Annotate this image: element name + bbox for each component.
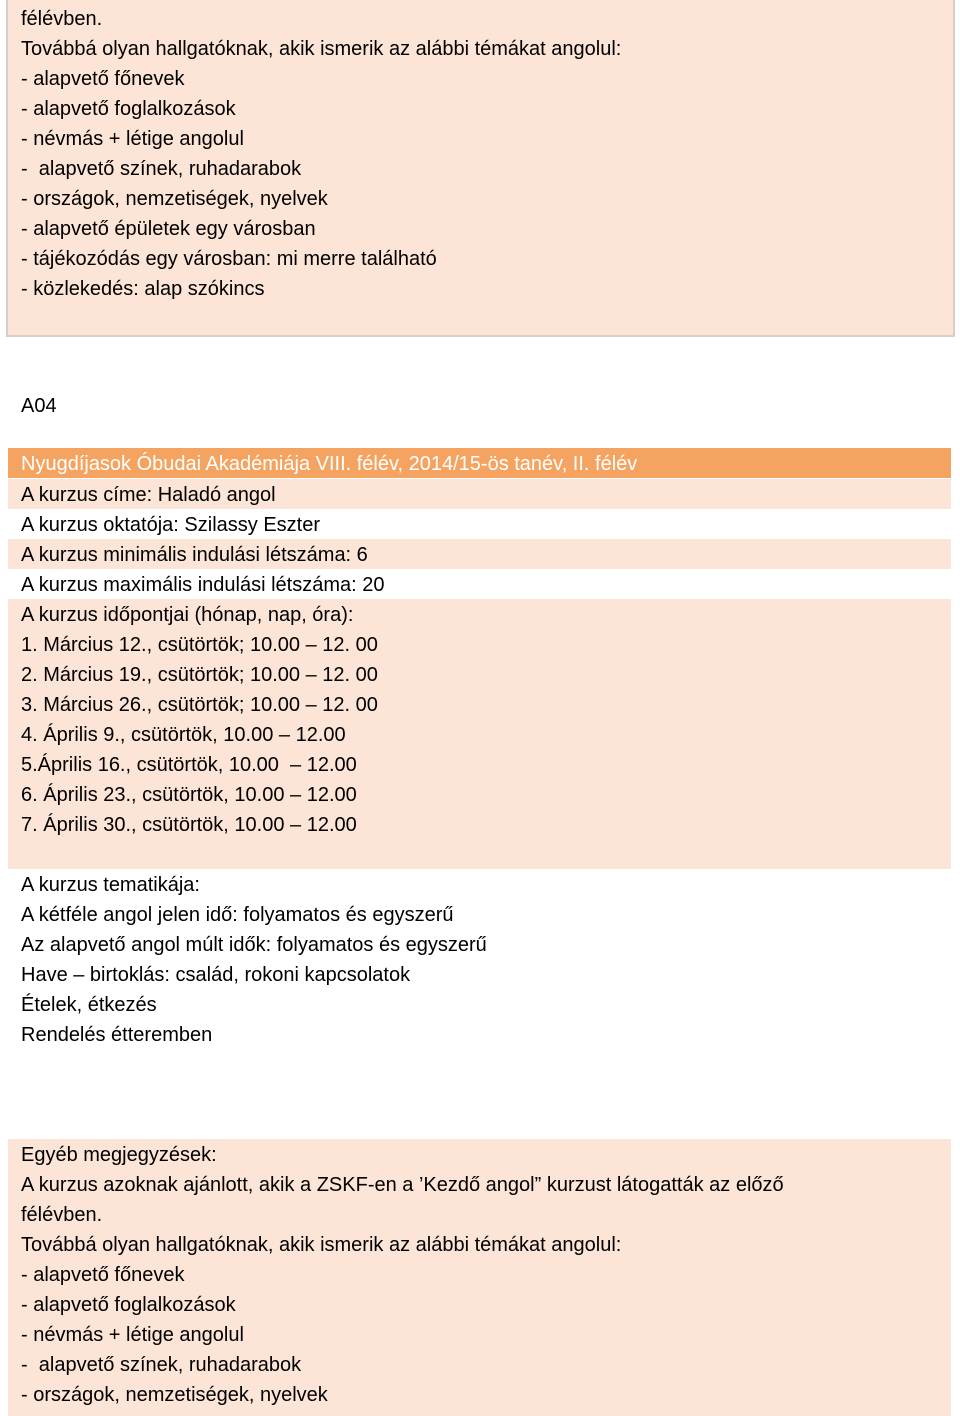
note-line: - közlekedés: alap szókincs bbox=[21, 278, 265, 300]
date-item: 4. Április 9., csütörtök, 10.00 – 12.00 bbox=[21, 724, 346, 746]
topic-item: Rendelés étteremben bbox=[21, 1024, 213, 1046]
course-max: A kurzus maximális indulási létszáma: 20 bbox=[21, 574, 385, 596]
notes-title: Egyéb megjegyzések: bbox=[21, 1144, 217, 1166]
course-code: A04 bbox=[21, 395, 57, 417]
note-line: - alapvető épületek egy városban bbox=[21, 218, 316, 240]
note-line: - alapvető főnevek bbox=[21, 1264, 185, 1286]
topic-item: Have – birtoklás: család, rokoni kapcsolatok bbox=[21, 964, 411, 986]
date-item: 1. Március 12., csütörtök; 10.00 – 12. 00 bbox=[21, 634, 378, 656]
note-line: félévben. bbox=[21, 1204, 103, 1226]
topics-title: A kurzus tematikája: bbox=[21, 874, 200, 896]
note-line: - alapvető színek, ruhadarabok bbox=[21, 1354, 302, 1376]
date-item: 3. Március 26., csütörtök; 10.00 – 12. 00 bbox=[21, 694, 378, 716]
note-line: - névmás + létige angolul bbox=[21, 1324, 244, 1346]
course-min: A kurzus minimális indulási létszáma: 6 bbox=[21, 544, 368, 566]
date-item: 7. Április 30., csütörtök, 10.00 – 12.00 bbox=[21, 814, 357, 836]
note-line: - országok, nemzetiségek, nyelvek bbox=[21, 188, 328, 210]
note-line: Továbbá olyan hallgatóknak, akik ismerik az alábbi témákat angolul: bbox=[21, 1234, 622, 1256]
course-header: Nyugdíjasok Óbudai Akadémiája VIII. félév, 2014/15-ös tanév, II. félév bbox=[21, 453, 638, 475]
topic-item: Az alapvető angol múlt idők: folyamatos és egyszerű bbox=[21, 934, 487, 956]
date-item: 2. Március 19., csütörtök; 10.00 – 12. 00 bbox=[21, 664, 378, 686]
note-line: Továbbá olyan hallgatóknak, akik ismerik az alábbi témákat angolul: bbox=[21, 38, 622, 60]
note-line: A kurzus azoknak ajánlott, akik a ZSKF-en a ’Kezdő angol” kurzust látogatták az előző bbox=[21, 1174, 784, 1196]
note-line: - alapvető foglalkozások bbox=[21, 1294, 236, 1316]
course-teacher: A kurzus oktatója: Szilassy Eszter bbox=[21, 514, 321, 536]
date-item: 6. Április 23., csütörtök, 10.00 – 12.00 bbox=[21, 784, 357, 806]
note-line: - tájékozódás egy városban: mi merre található bbox=[21, 248, 437, 270]
note-line: - alapvető foglalkozások bbox=[21, 98, 236, 120]
topic-item: A kétféle angol jelen idő: folyamatos és egyszerű bbox=[21, 904, 454, 926]
note-line: félévben. bbox=[21, 8, 103, 30]
course-title: A kurzus címe: Haladó angol bbox=[21, 484, 276, 506]
note-line: - alapvető színek, ruhadarabok bbox=[21, 158, 302, 180]
course-dates-title: A kurzus időpontjai (hónap, nap, óra): bbox=[21, 604, 354, 626]
note-line: - alapvető főnevek bbox=[21, 68, 185, 90]
note-line: - országok, nemzetiségek, nyelvek bbox=[21, 1384, 328, 1406]
note-line: - névmás + létige angolul bbox=[21, 128, 244, 150]
date-item: 5.Április 16., csütörtök, 10.00 – 12.00 bbox=[21, 754, 357, 776]
topic-item: Ételek, étkezés bbox=[21, 994, 157, 1016]
